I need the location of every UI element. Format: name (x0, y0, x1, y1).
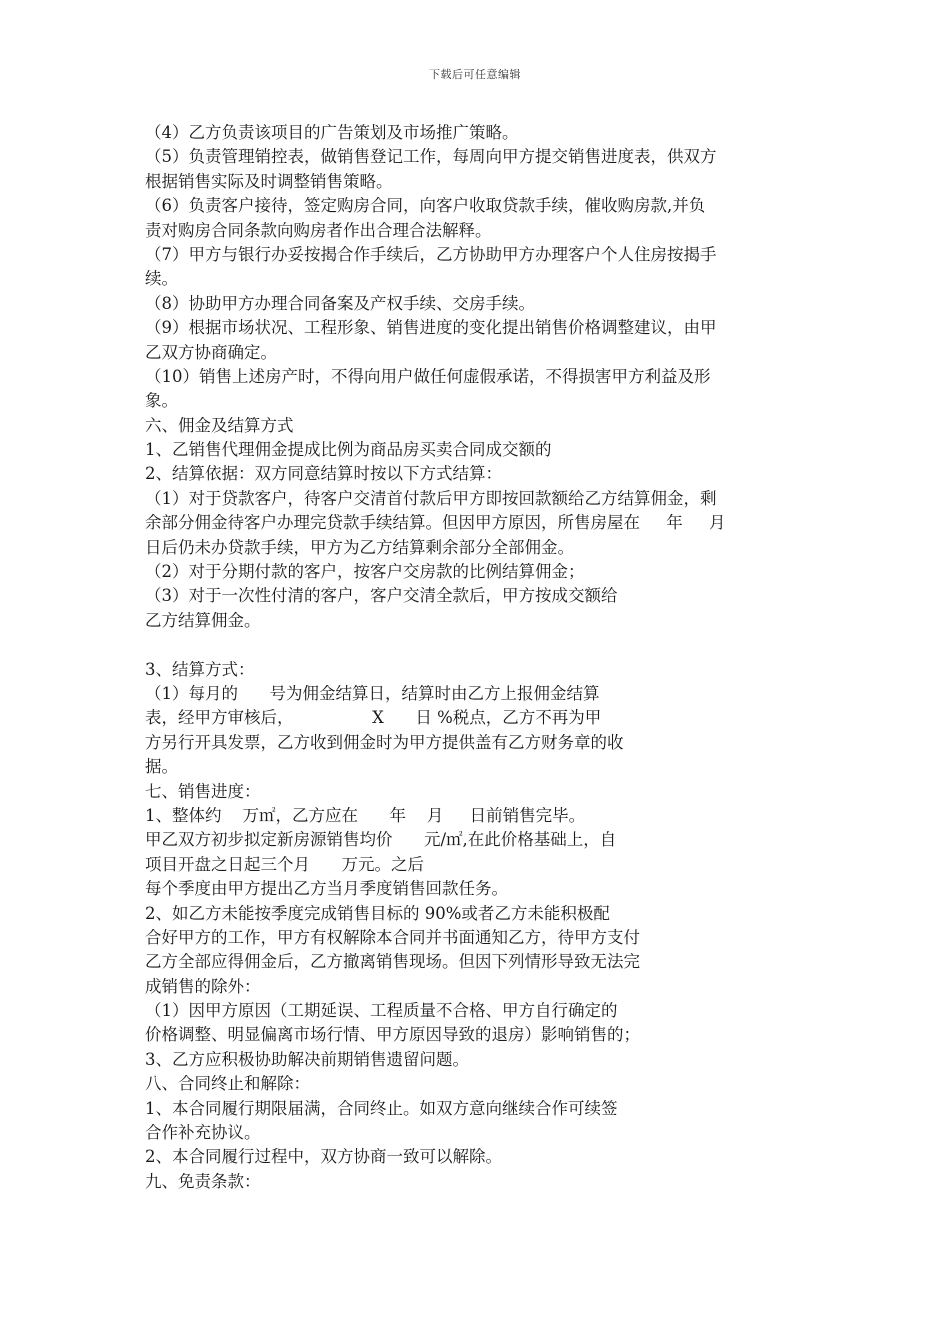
text-line: 项目开盘之日起三个月 万元。之后 (145, 854, 424, 874)
text-line: 七、销售进度： (145, 781, 261, 801)
text-line: 2、结算依据：双方同意结算时按以下方式结算： (145, 464, 502, 484)
text-line: （10）销售上述房产时，不得向用户做任何虚假承诺，不得损害甲方利益及形 (145, 366, 711, 386)
text-line: 2、本合同履行过程中，双方协商一致可以解除。 (145, 1147, 502, 1167)
text-line: 方另行开具发票，乙方收到佣金时为甲方提供盖有乙方财务章的收 (145, 732, 624, 752)
text-line: 合好甲方的工作，甲方有权解除本合同并书面通知乙方，待甲方支付 (145, 927, 640, 947)
text-line: （2）对于分期付款的客户，按客户交房款的比例结算佣金； (145, 562, 585, 582)
page-header: 下载后可任意编辑 (429, 68, 521, 81)
text-line: 2、如乙方未能按季度完成销售目标的 90%或者乙方未能积极配 (145, 903, 610, 923)
text-line: 每个季度由甲方提出乙方当月季度销售回款任务。 (145, 879, 508, 899)
text-line: 3、乙方应积极协助解决前期销售遗留问题。 (145, 1049, 469, 1069)
text-line: 乙双方协商确定。 (145, 342, 277, 362)
text-line: （1）对于贷款客户，待客户交清首付款后甲方即按回款额给乙方结算佣金，剩 (145, 488, 717, 508)
text-line: 责对购房合同条款向购房者作出合理合法解释。 (145, 220, 492, 240)
text-line: 六、佣金及结算方式 (145, 415, 294, 435)
text-line: 1、本合同履行期限届满，合同终止。如双方意向继续合作可续签 (145, 1098, 618, 1118)
text-line: （5）负责管理销控表，做销售登记工作，每周向甲方提交销售进度表，供双方 (145, 147, 717, 167)
text-line: 日后仍未办贷款手续，甲方为乙方结算剩余部分全部佣金。 (145, 537, 574, 557)
text-line: （4）乙方负责该项目的广告策划及市场推广策略。 (145, 123, 519, 142)
text-line: 价格调整、明显偏离市场行情、甲方原因导致的退房）影响销售的； (145, 1025, 640, 1045)
text-line: 3、结算方式： (145, 659, 255, 679)
text-line: 甲乙双方初步拟定新房源销售均价 元/㎡,在此价格基础上，自 (145, 830, 617, 850)
text-line: （8）协助甲方办理合同备案及产权手续、交房手续。 (145, 293, 535, 313)
document-body (145, 121, 810, 1194)
text-line: 根据销售实际及时调整销售策略。 (145, 171, 393, 191)
text-line: 续。 (145, 269, 178, 289)
text-line: （9）根据市场状况、工程形象、销售进度的变化提出销售价格调整建议，由甲 (145, 318, 717, 338)
text-line: （6）负责客户接待，签定购房合同，向客户收取贷款手续，催收购房款,并负 (145, 196, 706, 216)
text-line: 余部分佣金待客户办理完贷款手续结算。但因甲方原因，所售房屋在 年 月 (145, 513, 726, 533)
text-line: 表，经甲方审核后， X 日 %税点，乙方不再为甲 (145, 708, 602, 728)
text-line: 据。 (145, 757, 178, 777)
text-line: 成销售的除外： (145, 976, 261, 996)
blank-line (145, 633, 810, 657)
text-line: 1、乙销售代理佣金提成比例为商品房买卖合同成交额的 (145, 440, 552, 460)
text-line: 九、免责条款： (145, 1171, 261, 1191)
text-line: （1）因甲方原因（工期延误、工程质量不合格、甲方自行确定的 (145, 1001, 618, 1021)
text-line: （7）甲方与银行办妥按揭合作手续后，乙方协助甲方办理客户个人住房按揭手 (145, 244, 717, 264)
text-line: （1）每月的 号为佣金结算日，结算时由乙方上报佣金结算 (145, 683, 600, 703)
text-line: 八、合同终止和解除： (145, 1074, 310, 1094)
text-line: 象。 (145, 391, 178, 411)
text-line: 1、整体约 万㎡，乙方应在 年 月 日前销售完毕。 (145, 805, 586, 825)
text-line: 乙方全部应得佣金后，乙方撤离销售现场。但因下列情形导致无法完 (145, 952, 640, 972)
text-line: （3）对于一次性付清的客户，客户交清全款后，甲方按成交额给 (145, 586, 618, 606)
text-line: 乙方结算佣金。 (145, 610, 261, 630)
text-line: 合作补充协议。 (145, 1123, 261, 1143)
